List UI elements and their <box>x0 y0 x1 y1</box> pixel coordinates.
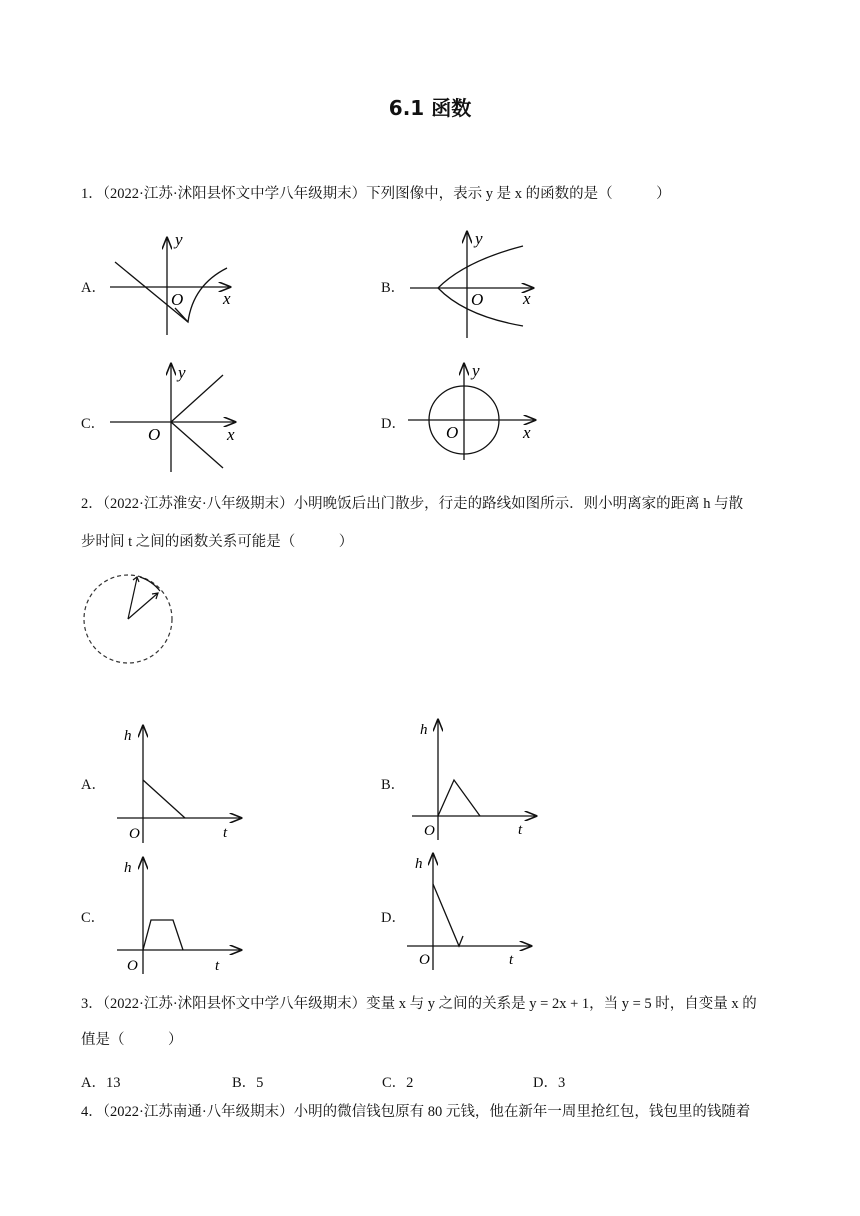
q1-graph-d <box>405 360 545 475</box>
q1-option-b-label: B． <box>381 280 406 296</box>
q2-graph-d <box>405 846 540 971</box>
h-label: h <box>415 856 423 872</box>
h-label: h <box>124 728 132 744</box>
origin-label: O <box>419 952 430 968</box>
origin-label: O <box>446 423 459 442</box>
origin-label: O <box>171 290 184 309</box>
t-label: t <box>518 822 523 838</box>
q2-graph-c <box>115 850 250 975</box>
y-label: y <box>475 229 483 248</box>
q3-choice-d: D．3 <box>533 1075 566 1091</box>
q2-graph-a <box>115 718 250 848</box>
walk-route-diagram <box>80 572 180 667</box>
origin-label: O <box>148 425 161 444</box>
q3-choice-b: B．5 <box>232 1075 264 1091</box>
q3-choice-c: C．2 <box>382 1075 414 1091</box>
x-label: x <box>223 289 231 308</box>
q1-option-a-label: A． <box>81 280 106 296</box>
question-4-line1: 4．（2022·江苏南通·八年级期末）小明的微信钱包原有 80 元钱，他在新年一周里抢红包，钱包里的钱随着 <box>81 1104 751 1120</box>
q1-option-d-label: D． <box>381 416 406 432</box>
h-label: h <box>124 860 132 876</box>
question-3-line2: 值是（ ） <box>81 1032 183 1048</box>
origin-label: O <box>424 823 435 839</box>
x-label: x <box>523 289 531 308</box>
question-2-line1: 2．（2022·江苏淮安·八年级期末）小明晚饭后出门散步，行走的路线如图所示．则小明离家的距离 h 与散 <box>81 496 744 512</box>
q1-graph-a <box>105 230 240 340</box>
q2-option-d-label: D． <box>381 910 406 926</box>
question-3-line1: 3．（2022·江苏·沭阳县怀文中学八年级期末）变量 x 与 y 之间的关系是 y = 2x + 1，当 y = 5 时，自变量 x 的 <box>81 996 757 1012</box>
x-label: x <box>227 425 235 444</box>
q1-option-c-label: C． <box>81 416 106 432</box>
q2-option-b-label: B． <box>381 777 406 793</box>
t-label: t <box>509 952 514 968</box>
q2-option-a-label: A． <box>81 777 106 793</box>
q2-graph-b <box>410 712 545 842</box>
y-label: y <box>175 230 183 249</box>
q2-option-c-label: C． <box>81 910 106 926</box>
q3-choice-a: A．13 <box>81 1075 121 1091</box>
t-label: t <box>223 825 228 841</box>
y-label: y <box>178 363 186 382</box>
origin-label: O <box>127 958 138 974</box>
curve <box>438 246 523 326</box>
q1-graph-b <box>405 226 540 341</box>
t-label: t <box>215 958 220 974</box>
question-2-line2: 步时间 t 之间的函数关系可能是（ ） <box>81 534 354 550</box>
y-label: y <box>472 361 480 380</box>
origin-label: O <box>129 826 140 842</box>
x-label: x <box>523 423 531 442</box>
q1-graph-c <box>105 360 245 475</box>
h-label: h <box>420 722 428 738</box>
page-title: 6.1 函数 <box>388 96 472 120</box>
question-1-text: 1．（2022·江苏·沭阳县怀文中学八年级期末）下列图像中，表示 y 是 x 的函数的是（ ） <box>81 186 671 202</box>
origin-label: O <box>471 290 484 309</box>
